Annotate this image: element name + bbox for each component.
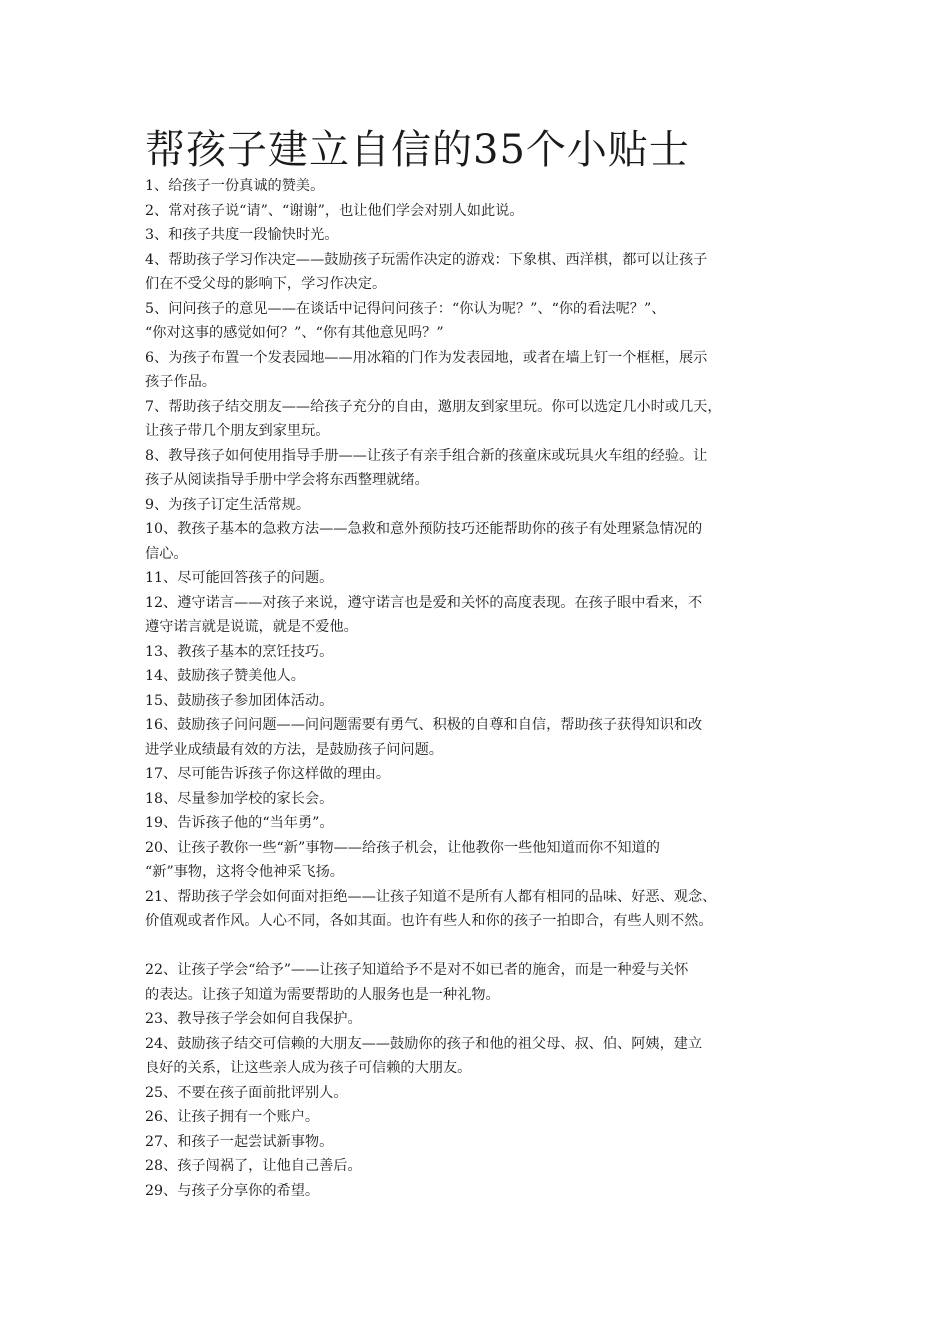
tip-line: 7、帮助孩子结交朋友——给孩子充分的自由，邀朋友到家里玩。你可以选定几小时或几天， — [145, 398, 722, 415]
tip-line: 5、问问孩子的意见——在谈话中记得问问孩子：“你认为呢？”、“你的看法呢？”、 — [145, 300, 666, 317]
tip-line: 28、孩子闯祸了，让他自己善后。 — [145, 1158, 362, 1174]
tip-line: 遵守诺言就是说谎，就是不爱他。 — [145, 619, 358, 635]
tip-line: 18、尽量参加学校的家长会。 — [145, 790, 334, 807]
tip-line: 29、与孩子分享你的希望。 — [145, 1182, 320, 1199]
tip-line: 22、让孩子学会“给予”——让孩子知道给予不是对不如已者的施舍，而是一种爱与关怀 — [145, 962, 689, 978]
tip-line: 孩子从阅读指导手册中学会将东西整理就绪。 — [145, 472, 429, 488]
tip-line: 的表达。让孩子知道为需要帮助的人服务也是一种礼物。 — [145, 986, 500, 1003]
tip-line: 们在不受父母的影响下，学习作决定。 — [145, 276, 387, 292]
tip-line: 12、遵守诺言——对孩子来说，遵守诺言也是爱和关怀的高度表现。在孩子眼中看来，不 — [145, 594, 703, 611]
tip-line: 13、教孩子基本的烹饪技巧。 — [145, 643, 334, 660]
tip-line: “你对这事的感觉如何？”、“你有其他意见吗？” — [145, 325, 444, 341]
tip-line: 2、常对孩子说“请”、“谢谢”，也让他们学会对别人如此说。 — [145, 202, 524, 219]
tip-line: 8、教导孩子如何使用指导手册——让孩子有亲手组合新的孩童床或玩具火车组的经验。让 — [145, 447, 708, 464]
tip-line: 17、尽可能告诉孩子你这样做的理由。 — [145, 766, 391, 782]
tip-line: 4、帮助孩子学习作决定——鼓励孩子玩需作决定的游戏：下象棋、西洋棋，都可以让孩子 — [145, 251, 708, 268]
tip-line: 16、鼓励孩子问问题——问问题需要有勇气、积极的自尊和自信，帮助孩子获得知识和改 — [145, 717, 703, 733]
tip-line: 19、告诉孩子他的“当年勇”。 — [145, 815, 334, 831]
tip-line: 27、和孩子一起尝试新事物。 — [145, 1133, 334, 1150]
document-title: 帮孩子建立自信的35个小贴士 — [145, 127, 690, 173]
tip-line: 6、为孩子布置一个发表园地——用冰箱的门作为发表园地，或者在墙上钉一个框框，展示 — [145, 349, 708, 366]
tip-line: 15、鼓励孩子参加团体活动。 — [145, 692, 334, 709]
tip-line: 11、尽可能回答孩子的问题。 — [145, 570, 334, 586]
blank-line — [145, 934, 820, 959]
tip-line: 21、帮助孩子学会如何面对拒绝——让孩子知道不是所有人都有相同的品味、好恶、观念、 — [145, 888, 717, 905]
tip-line: 26、让孩子拥有一个账户。 — [145, 1109, 320, 1125]
tip-line: 进学业成绩最有效的方法，是鼓励孩子问问题。 — [145, 741, 443, 758]
tip-line: 信心。 — [145, 545, 188, 562]
tip-line: 10、教孩子基本的急救方法——急救和意外预防技巧还能帮助你的孩子有处理紧急情况的 — [145, 521, 703, 537]
tip-line: “新”事物，这将令他神采飞扬。 — [145, 864, 344, 880]
tip-line: 24、鼓励孩子结交可信赖的大朋友——鼓励你的孩子和他的祖父母、叔、伯、阿姨，建立 — [145, 1035, 703, 1052]
tip-line: 14、鼓励孩子赞美他人。 — [145, 668, 305, 684]
tip-line: 1、给孩子一份真诚的赞美。 — [145, 178, 325, 194]
tip-line: 9、为孩子订定生活常规。 — [145, 496, 311, 513]
tip-line: 孩子作品。 — [145, 374, 216, 390]
tip-line: 25、不要在孩子面前批评别人。 — [145, 1084, 348, 1101]
tip-line: 让孩子带几个朋友到家里玩。 — [145, 423, 330, 439]
tip-line: 20、让孩子教你一些“新”事物——给孩子机会，让他教你一些他知道而你不知道的 — [145, 839, 660, 856]
tips-list — [145, 174, 820, 1203]
tip-line: 23、教导孩子学会如何自我保护。 — [145, 1011, 362, 1027]
tip-line: 3、和孩子共度一段愉快时光。 — [145, 227, 339, 243]
tip-line: 价值观或者作风。人心不同，各如其面。也许有些人和你的孩子一拍即合，有些人则不然。 — [145, 913, 713, 929]
tip-line: 良好的关系，让这些亲人成为孩子可信赖的大朋友。 — [145, 1060, 472, 1076]
